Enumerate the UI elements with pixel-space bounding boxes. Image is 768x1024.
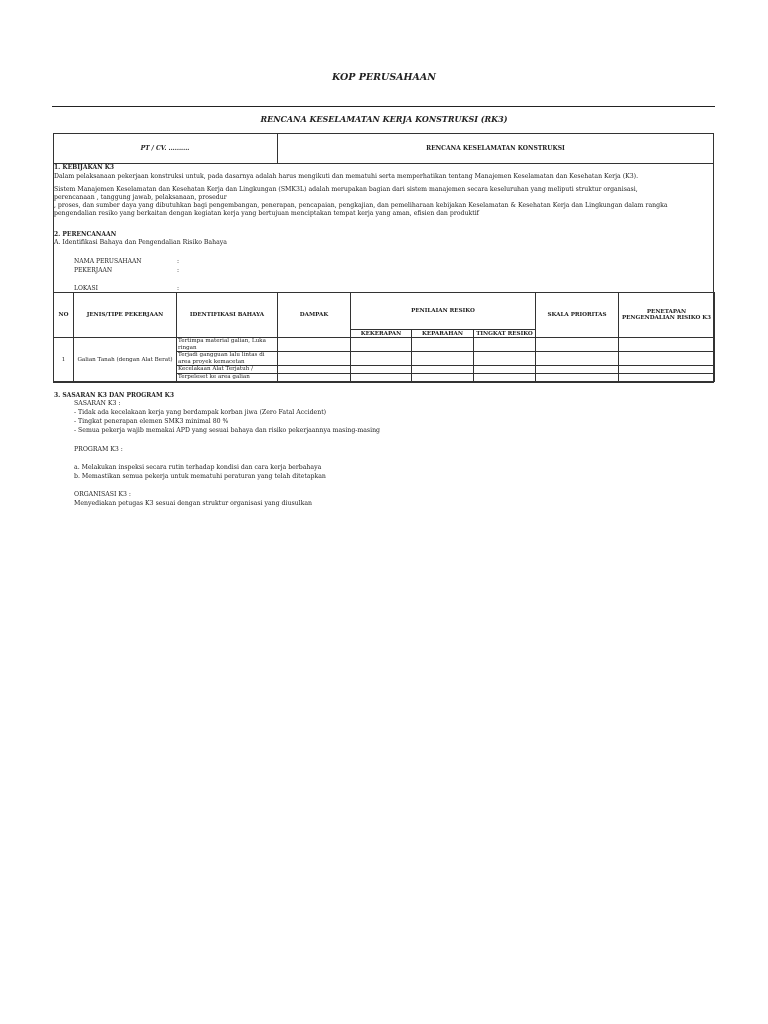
col-skala-prioritas: SKALA PRIORITAS — [536, 293, 619, 338]
section1-p2-line1: Sistem Manajemen Keselamatan dan Kesehatan Kerja dan Lingkungan (SMK3L) adalah merupakan bagian dari sistem manajemen secara keseluruhan yang meliputi struktur organisasi, — [54, 186, 638, 193]
kop-perusahaan: KOP PERUSAHAAN — [332, 72, 436, 83]
section2-subheading: A. Identifikasi Bahaya dan Pengendalian Risiko Bahaya — [54, 239, 227, 246]
header-row-divider — [53, 163, 714, 164]
doc-type-cell: RENCANA KESELAMATAN KONSTRUKSI — [426, 145, 565, 152]
section2-heading: 2. PERENCANAAN — [54, 231, 117, 238]
program-item-a: a. Melakukan inspeksi secara rutin terhadap kondisi dan cara kerja berbahaya — [74, 464, 322, 471]
company-cell: PT / CV. .......... — [140, 145, 190, 152]
section1-p2-line2: perencanaan , tanggung jawab, pelaksanaan, prosedur — [54, 194, 227, 201]
table-row — [54, 338, 715, 352]
field-pekerjaan-sep: : — [177, 267, 180, 274]
section3-heading: 3. SASARAN K3 DAN PROGRAM K3 — [54, 392, 175, 399]
program-item-b: b. Memastikan semua pekerja untuk mematuhi peraturan yang telah ditetapkan — [74, 473, 326, 480]
col-tingkat-resiko: TINGKAT RESIKO — [474, 330, 536, 338]
col-penetapan: PENETAPAN PENGENDALIAN RISIKO K3 — [619, 293, 715, 338]
sasaran-item-3: - Semua pekerja wajib memakai APD yang sesuai bahaya dan risiko pekerjaannya masing-masing — [74, 427, 381, 434]
field-lokasi-sep: : — [177, 285, 180, 292]
col-dampak: DAMPAK — [278, 293, 351, 338]
header-divider — [52, 106, 715, 107]
field-pekerjaan-label: PEKERJAAN — [74, 267, 113, 274]
col-keparahan: KEPARAHAN — [412, 330, 474, 338]
field-nama-perusahaan-label: NAMA PERUSAHAAN — [74, 258, 142, 265]
organisasi-label: ORGANISASI K3 : — [74, 491, 131, 498]
hazard-4: Terpeleset ke area galian — [177, 374, 278, 382]
organisasi-text: Menyediakan petugas K3 sesuai dengan struktur organisasi yang diusulkan — [74, 500, 313, 507]
section1-paragraph1: Dalam pelaksanaan pekerjaan konstruksi untuk, pada dasarnya adalah harus mengikuti dan mematuhi serta memperhatikan tentang Manajemen Keselamatan dan Kesehatan Kerja (K3). — [54, 173, 639, 180]
sasaran-item-2: - Tingkat penerapan elemen SMK3 minimal 80 % — [74, 418, 229, 425]
section1-p2-line3: , proses, dan sumber daya yang dibutuhkan bagi pengembangan, penerapan, pencapaian, pengkajian, dan pemeliharaan kebijakan Keselamatan & Kesehatan Kerja dan Lingkungan dalam rangka — [54, 202, 668, 209]
sasaran-item-1: - Tidak ada kecelakaan kerja yang berdampak korban jiwa (Zero Fatal Accident) — [74, 409, 327, 416]
section1-heading: 1. KEBIJAKAN K3 — [54, 164, 115, 171]
col-no: NO — [54, 293, 74, 338]
hazard-table — [53, 292, 715, 382]
hazard-1: Tertimpa material galian, Luka ringan — [177, 338, 278, 352]
section1-p2-line4: pengendalian resiko yang berkaitan dengan kegiatan kerja yang bertujuan menciptakan tempat kerja yang aman, efisien dan produktif — [54, 210, 479, 217]
field-lokasi-label: LOKASI — [74, 285, 98, 292]
hazard-3: Kecelakaan Alat Terjatuh / — [177, 366, 278, 374]
program-label: PROGRAM K3 : — [74, 446, 123, 453]
col-penilaian-resiko: PENILAIAN RESIKO — [351, 293, 536, 330]
field-nama-perusahaan-sep: : — [177, 258, 180, 265]
row-no: 1 — [54, 338, 74, 382]
document-title: RENCANA KESELAMATAN KERJA KONSTRUKSI (RK3) — [260, 114, 508, 124]
col-identifikasi: IDENTIFIKASI BAHAYA — [177, 293, 278, 338]
col-jenis: JENIS/TIPE PEKERJAAN — [74, 293, 177, 338]
hazard-2: Terjadi gangguan lalu lintas di area proyek kemacetan — [177, 352, 278, 366]
sasaran-label: SASARAN K3 : — [74, 400, 121, 407]
col-kekerapan: KEKERAPAN — [351, 330, 412, 338]
row-jenis: Galian Tanah (dengan Alat Berat) — [74, 338, 177, 382]
